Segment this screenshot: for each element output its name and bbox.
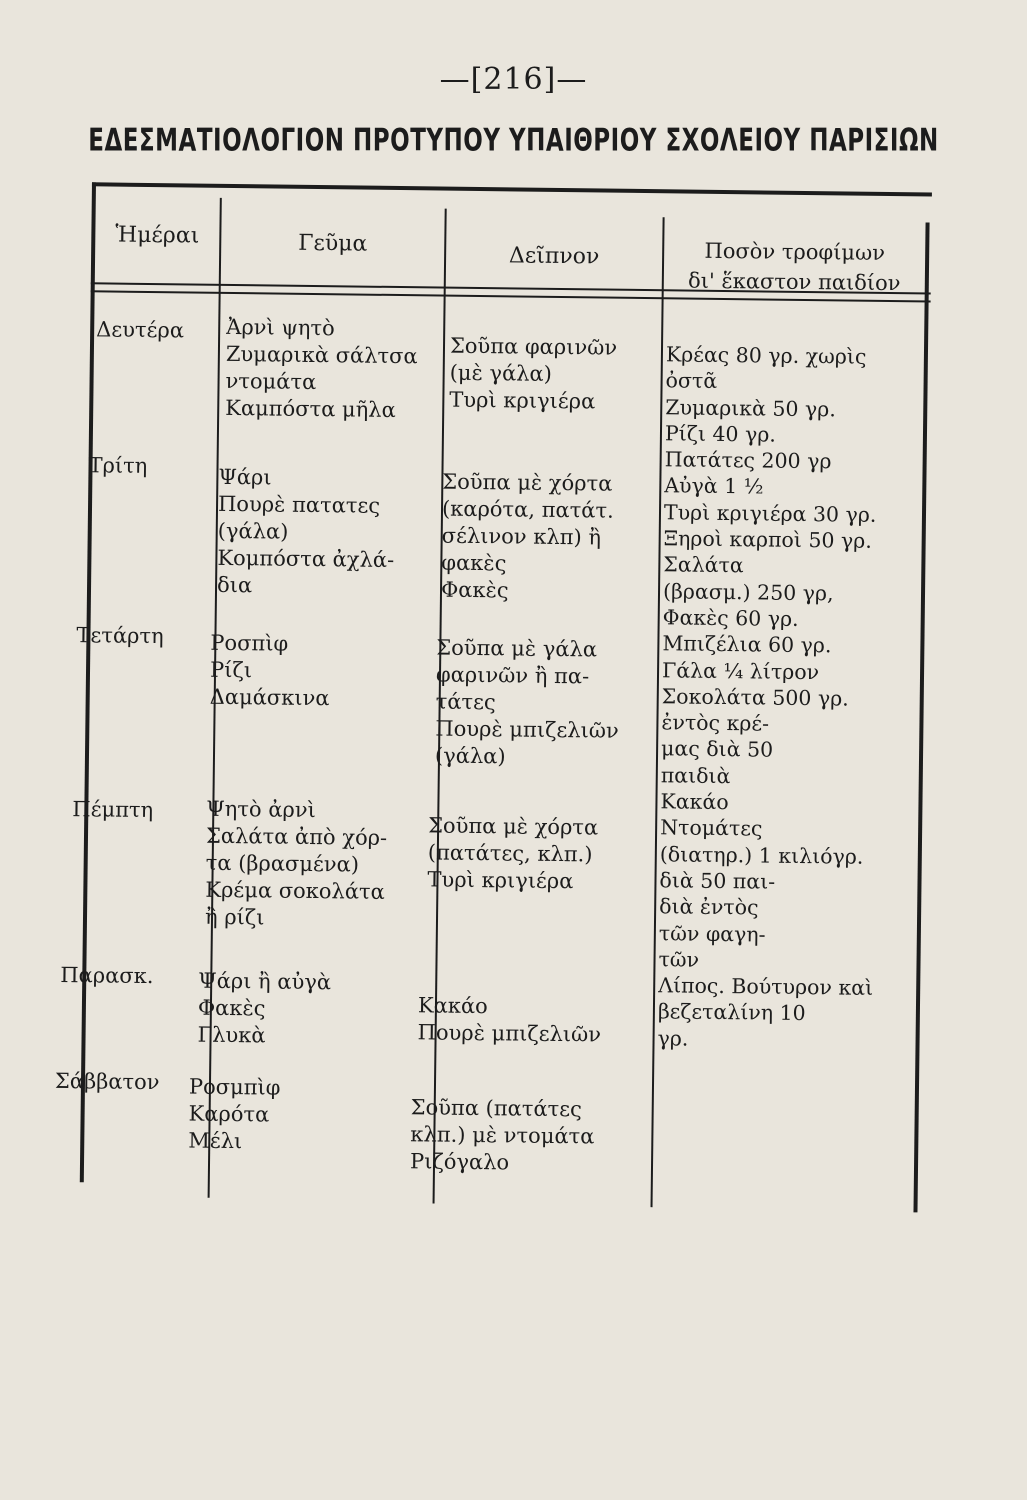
quantities-list: Κρέας 80 γρ. χωρὶς ὀστᾶ Ζυμαρικὰ 50 γρ. Ρίζι 40 γρ. Πατάτες 200 γρ Αὐγὰ 1 ½ Τυρὶ κριγιέρα 30 γρ. Ξηροὶ καρποὶ 50 γρ. Σαλάτα (βρασμ.) 250 γρ, Φακὲς 60 γρ. Μπιζέλια 60 γρ. Γάλα ¼ λίτρον Σοκολάτα 500 γρ. ἐντὸς κρέ- μας διὰ 50 παιδιὰ Κακάο Ντομάτες (διατηρ.) 1 κιλιόγρ. διὰ 50 παι- διὰ ἐντὸς τῶν φαγη- τῶν Λίπος. Βούτυρον καὶ βεζεταλίνη 10 γρ. <box>657 342 877 1051</box>
row-day: Δευτέρα <box>96 317 185 343</box>
row-day: Σάββατον <box>54 1068 160 1095</box>
row-lunch: Ροσμπὶφ Καρότα Μέλι <box>188 1074 281 1154</box>
header-lunch: Γεῦμα <box>298 230 368 257</box>
row-lunch: Ψάρι Πουρὲ πατατες (γάλα) Κομπόστα ἀχλά- δια <box>216 464 395 598</box>
row-lunch: Ψητὸ ἀρνὶ Σαλάτα ἀπὸ χόρ- τα (βρασμένα) Κρέμα σοκολάτα ἢ ρίζι <box>204 796 388 930</box>
row-day: Τετάρτη <box>76 623 164 649</box>
page-number: —[216]— <box>439 62 588 97</box>
table-left-rule <box>80 182 96 1182</box>
row-dinner: Σοῦπα μὲ γάλα φαρινῶν ἢ πα- τάτες Πουρὲ μπιζελιῶν (γάλα) <box>434 635 619 769</box>
row-lunch: Ροσπὶφ Ρίζι Δαμάσκινα <box>209 630 330 711</box>
row-dinner: Σοῦπα (πατάτες κλπ.) μὲ ντομάτα Ριζόγαλο <box>409 1095 595 1175</box>
row-dinner: Κακάο Πουρὲ μπιζελιῶν <box>417 993 602 1047</box>
row-lunch: Ψάρι ἢ αὐγὰ Φακὲς Γλυκὰ <box>197 968 332 1048</box>
row-dinner: Σοῦπα φαρινῶν (μὲ γάλα) Τυρὶ κριγιέρα <box>449 333 618 414</box>
row-day: Παρασκ. <box>60 962 154 989</box>
table-top-rule <box>92 182 932 196</box>
row-dinner: Σοῦπα μὲ χόρτα (πατάτες, κλπ.) Τυρὶ κριγιέρα <box>427 813 599 894</box>
row-lunch: Ἀρνὶ ψητὸ Ζυμαρικὰ σάλτσα ντομάτα Καμπόστα μῆλα <box>225 314 418 422</box>
document-title: ΕΔΕΣΜΑΤΙΟΛΟΓΙΟΝ ΠΡΟΤΥΠΟΥ ΥΠΑΙΘΡΙΟΥ ΣΧΟΛΕΙΟΥ ΠΑΡΙΣΙΩΝ <box>88 123 939 159</box>
row-dinner: Σοῦπα μὲ χόρτα (καρότα, πατάτ. σέλινον κλπ) ἢ φακὲς Φακὲς <box>440 469 614 603</box>
row-day: Τρίτη <box>88 453 148 478</box>
header-dinner: Δεῖπνον <box>508 243 600 270</box>
table-right-rule <box>913 222 929 1212</box>
meal-plan-table <box>54 182 932 1214</box>
header-quantity: Ποσὸν τροφίμων δι' ἕκαστον παιδίον <box>687 238 901 296</box>
header-days: Ἡμέραι <box>115 222 200 249</box>
row-day: Πέμπτη <box>72 797 154 823</box>
